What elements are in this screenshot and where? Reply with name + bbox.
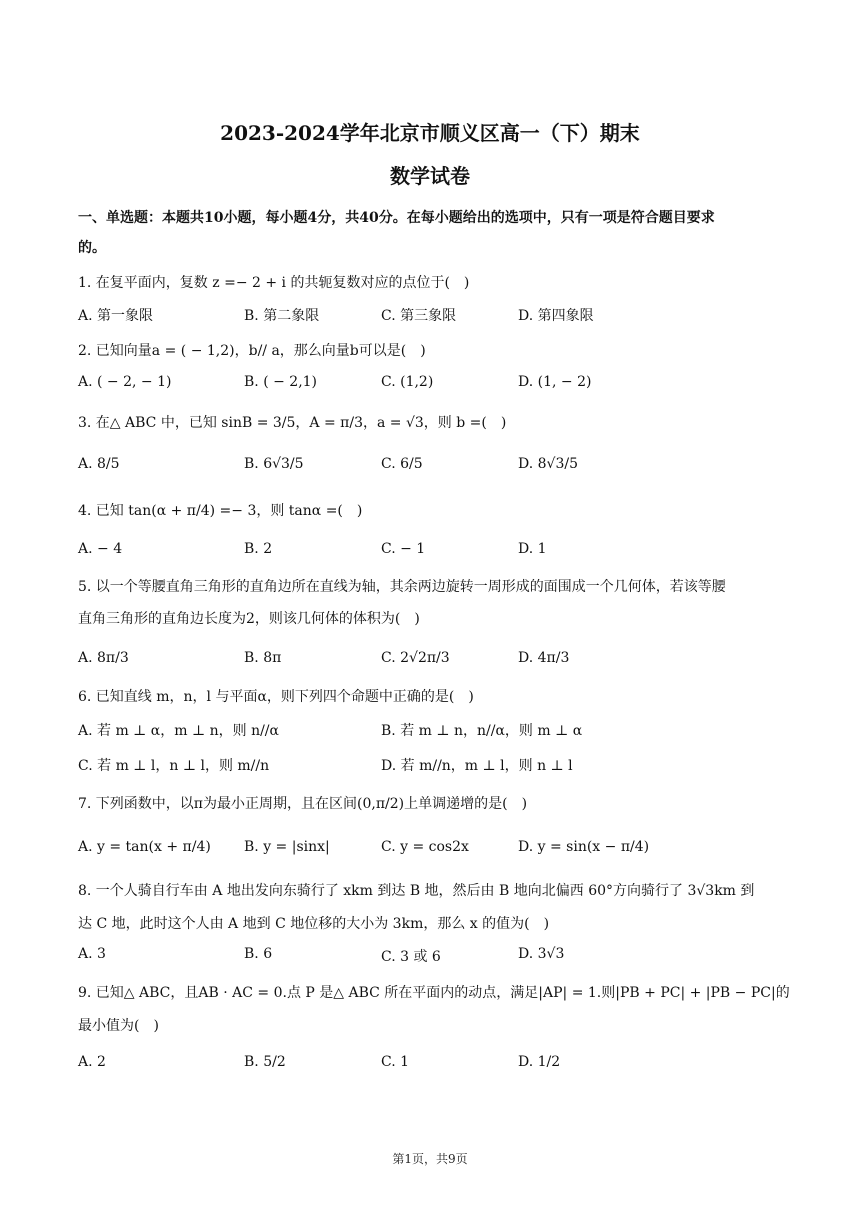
question-4: 4. 已知 tan(α + π/4) =− 3，则 tanα =( ) xyxy=(78,503,363,519)
q9-option-b: B. 5/2 xyxy=(244,1054,286,1070)
question-9-cont: 最小值为( ) xyxy=(78,1018,159,1034)
question-1: 1. 在复平面内，复数 z =− 2 + i 的共轭复数对应的点位于( ) xyxy=(78,275,470,291)
q5-option-b: B. 8π xyxy=(244,650,282,666)
q2-option-d: D. (1, − 2) xyxy=(518,374,592,390)
q5-option-c: C. 2√2π/3 xyxy=(381,650,450,666)
exam-title: 2023-2024学年北京市顺义区高一（下）期末 xyxy=(220,121,640,145)
q7-option-c: C. y = cos2x xyxy=(381,839,469,855)
q1-option-c: C. 第三象限 xyxy=(381,308,457,324)
q2-option-c: C. (1,2) xyxy=(381,374,434,390)
q3-option-b: B. 6√3/5 xyxy=(244,456,304,472)
q6-option-a: A. 若 m ⊥ α，m ⊥ n，则 n//α xyxy=(78,723,279,739)
q4-option-c: C. − 1 xyxy=(381,541,426,557)
question-3: 3. 在△ ABC 中，已知 sinB = 3/5，A = π/3，a = √3，则 b =( ) xyxy=(78,415,507,431)
exam-subtitle: 数学试卷 xyxy=(390,164,470,188)
q4-option-d: D. 1 xyxy=(518,541,547,557)
section-1-heading: 一、单选题：本题共10小题，每小题4分，共40分。在每小题给出的选项中，只有一项是符合题目要求 xyxy=(78,210,715,226)
q1-option-d: D. 第四象限 xyxy=(518,308,594,324)
question-7: 7. 下列函数中，以π为最小正周期，且在区间(0,π/2)上单调递增的是( ) xyxy=(78,796,528,812)
q7-option-b: B. y = |sinx| xyxy=(244,839,330,855)
q6-option-c: C. 若 m ⊥ l，n ⊥ l，则 m//n xyxy=(78,758,270,774)
q8-option-b: B. 6 xyxy=(244,946,273,962)
q8-option-d: D. 3√3 xyxy=(518,946,565,962)
q1-option-a: A. 第一象限 xyxy=(78,308,154,324)
q2-option-b: B. ( − 2,1) xyxy=(244,374,318,390)
question-5: 5. 以一个等腰直角三角形的直角边所在直线为轴，其余两边旋转一周形成的面围成一个几何体，若该等腰 xyxy=(78,579,726,595)
q4-option-a: A. − 4 xyxy=(78,541,123,557)
q1-option-b: B. 第二象限 xyxy=(244,308,320,324)
q5-option-d: D. 4π/3 xyxy=(518,650,570,666)
q2-option-a: A. ( − 2, − 1) xyxy=(78,374,172,390)
page-footer: 第1页，共9页 xyxy=(392,1152,468,1166)
q4-option-b: B. 2 xyxy=(244,541,273,557)
question-9: 9. 已知△ ABC，且AB · AC = 0.点 P 是△ ABC 所在平面内的动点，满足|AP| = 1.则|PB + PC| + |PB − PC|的 xyxy=(78,985,790,1001)
section-1-heading-cont: 的。 xyxy=(78,240,106,256)
q9-option-a: A. 2 xyxy=(78,1054,106,1070)
q9-option-d: D. 1/2 xyxy=(518,1054,561,1070)
question-5-cont: 直角三角形的直角边长度为2，则该几何体的体积为( ) xyxy=(78,611,420,627)
question-8-cont: 达 C 地，此时这个人由 A 地到 C 地位移的大小为 3km，那么 x 的值为( ) xyxy=(78,916,550,932)
question-8: 8. 一个人骑自行车由 A 地出发向东骑行了 xkm 到达 B 地，然后由 B 地向北偏西 60°方向骑行了 3√3km 到 xyxy=(78,883,755,899)
q9-option-c: C. 1 xyxy=(381,1054,410,1070)
q8-option-c: C. 3 或 6 xyxy=(381,949,441,965)
q6-option-d: D. 若 m//n，m ⊥ l，则 n ⊥ l xyxy=(381,758,573,774)
q3-option-c: C. 6/5 xyxy=(381,456,423,472)
q3-option-a: A. 8/5 xyxy=(78,456,120,472)
q5-option-a: A. 8π/3 xyxy=(78,650,129,666)
question-2: 2. 已知向量a = ( − 1,2)，b// a，那么向量b可以是( ) xyxy=(78,343,426,359)
q7-option-d: D. y = sin(x − π/4) xyxy=(518,839,650,855)
q8-option-a: A. 3 xyxy=(78,946,106,962)
question-6: 6. 已知直线 m，n，l 与平面α，则下列四个命题中正确的是( ) xyxy=(78,689,474,705)
q7-option-a: A. y = tan(x + π/4) xyxy=(78,839,211,855)
q6-option-b: B. 若 m ⊥ n，n//α，则 m ⊥ α xyxy=(381,723,583,739)
q3-option-d: D. 8√3/5 xyxy=(518,456,578,472)
